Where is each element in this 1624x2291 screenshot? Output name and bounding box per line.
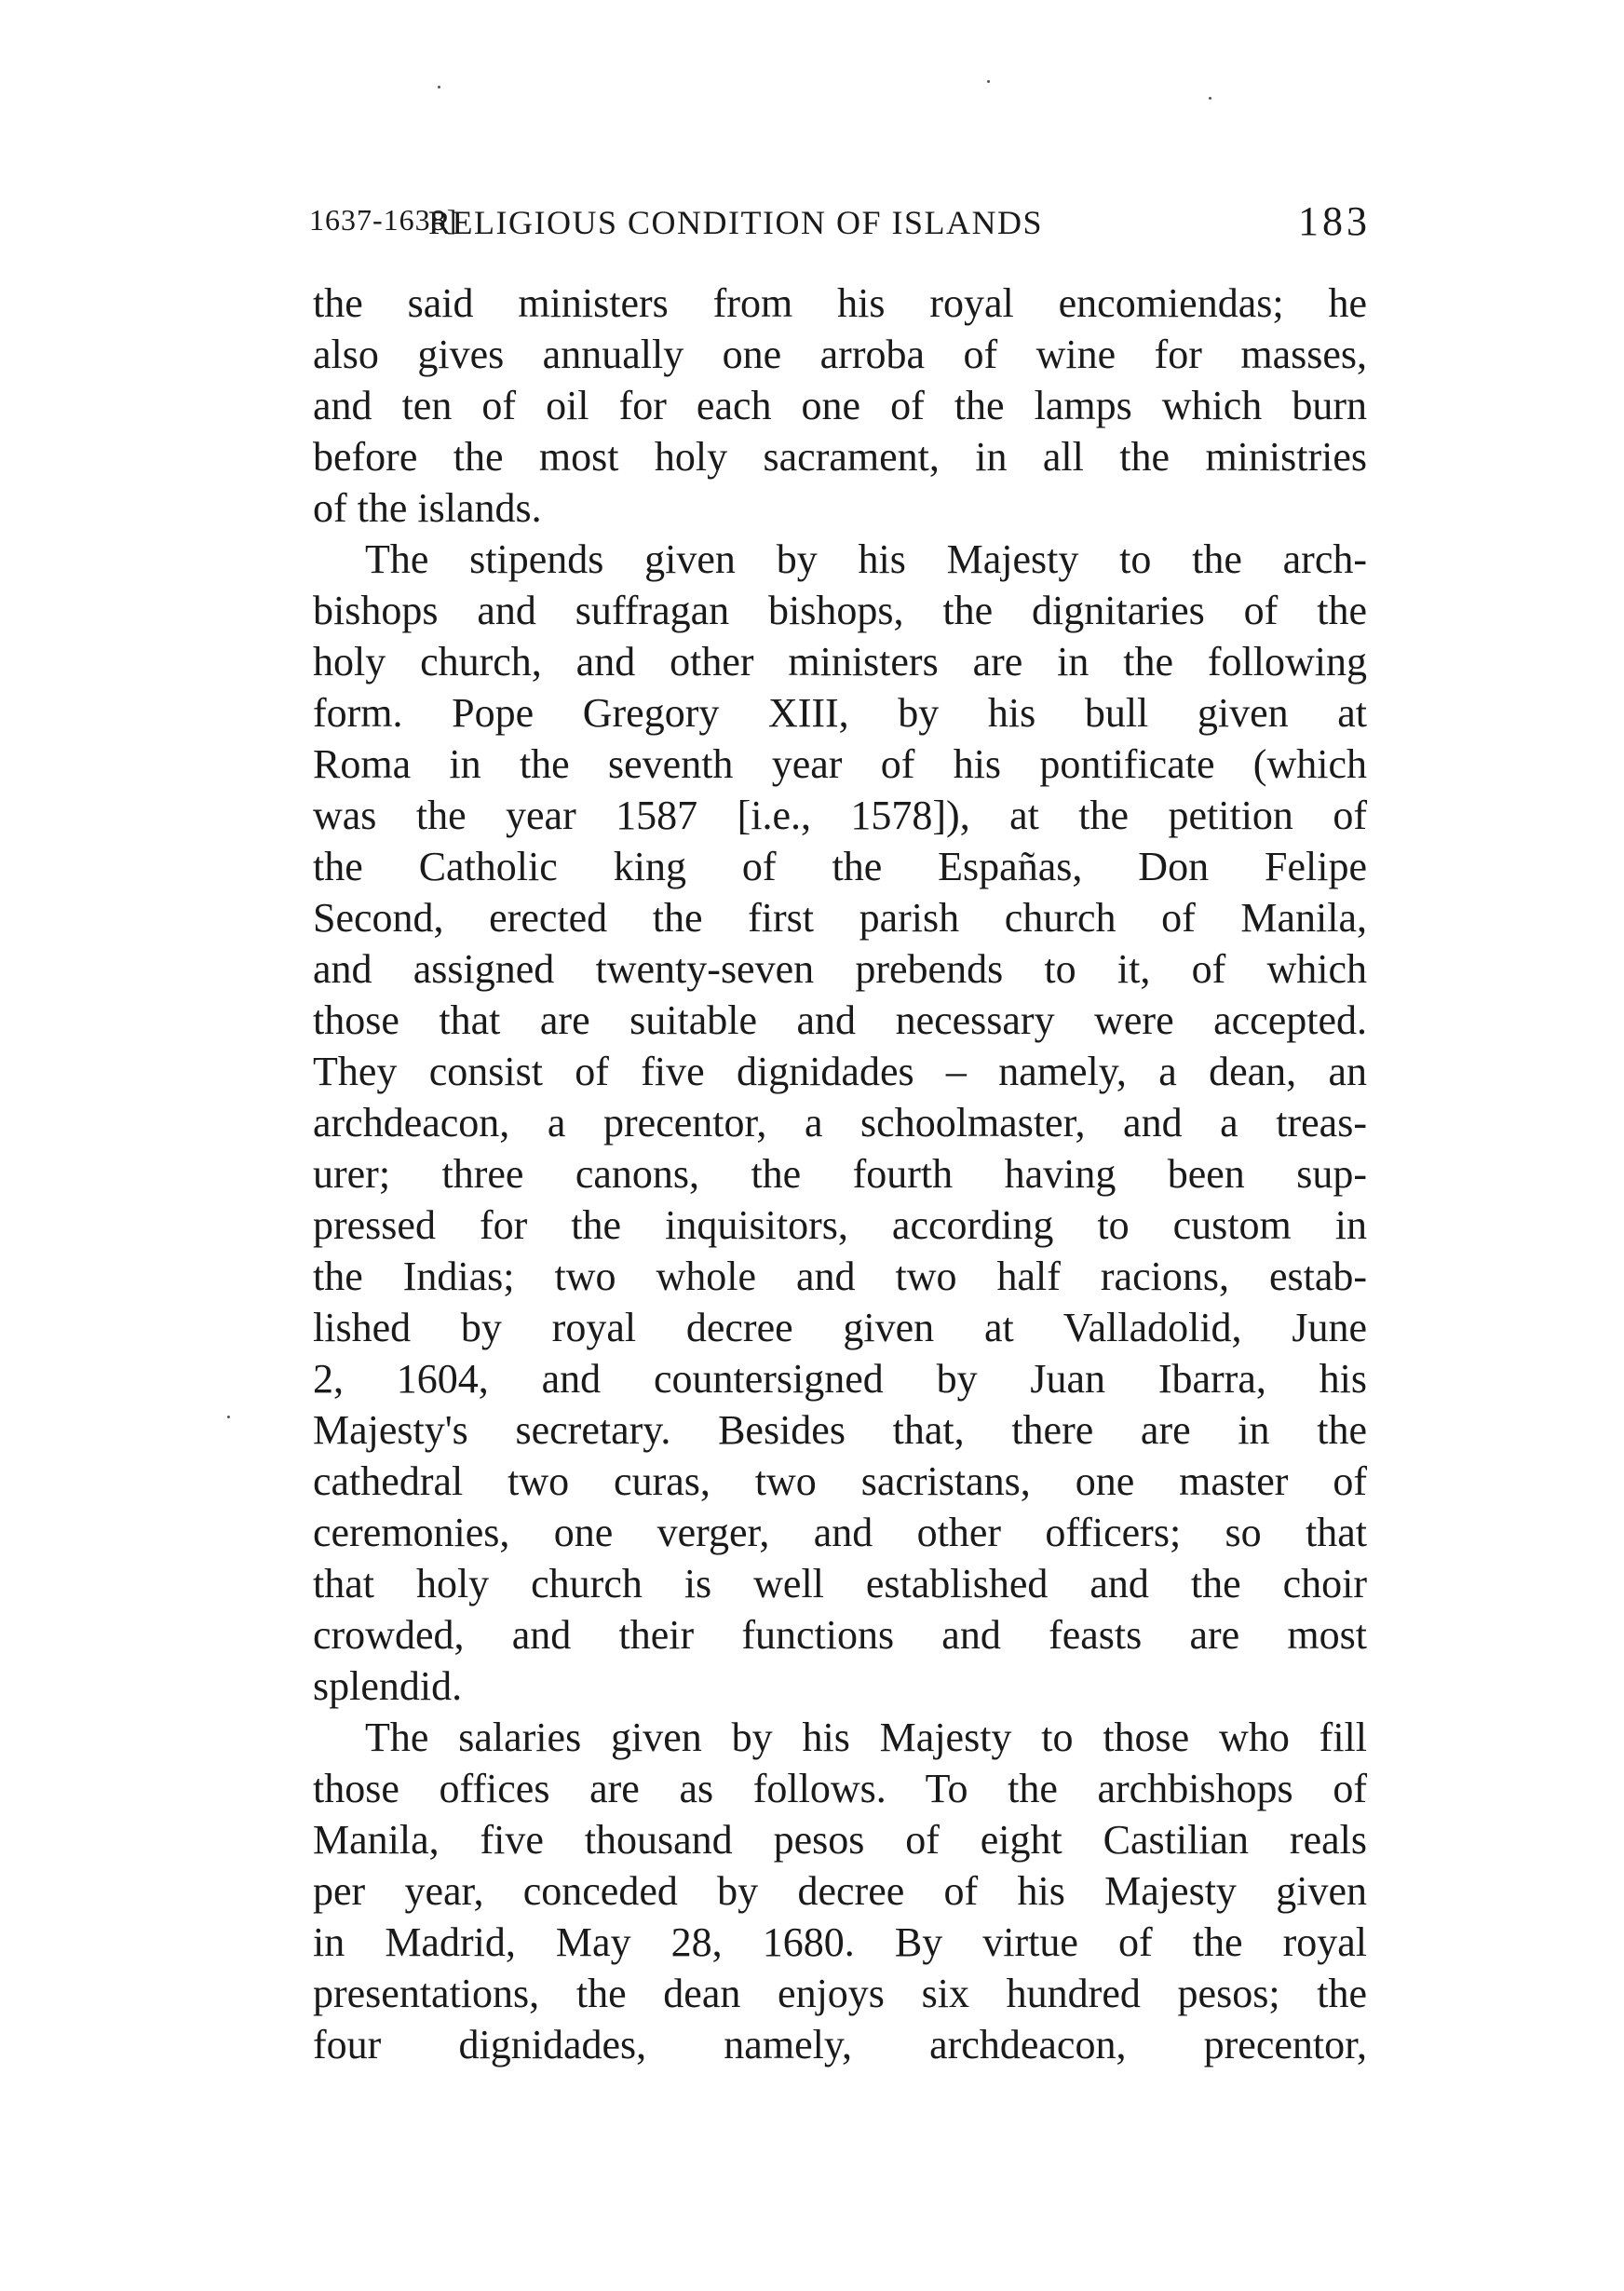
text-line: crowded, and their functions and feasts are most [313,1612,1367,1658]
paragraph [313,1712,1367,2070]
scan-speck [1209,97,1211,100]
paragraph [313,278,1367,534]
text-line: of the islands. [313,485,542,531]
text-line: bishops and suffragan bishops, the dignitaries of the [313,588,1367,633]
text-line: Majesty's secretary. Besides that, there are in the [313,1407,1367,1453]
text-line: The stipends given by his Majesty to the arch- [365,536,1367,582]
text-line: before the most holy sacrament, in all the ministries [313,434,1367,480]
text-line: pressed for the inquisitors, according to custom in [313,1202,1367,1248]
text-line: in Madrid, May 28, 1680. By virtue of the royal [313,1919,1367,1965]
text-line: was the year 1587 [i.e., 1578]), at the petition of [313,793,1367,838]
text-line: and assigned twenty-seven prebends to it, of which [313,946,1367,992]
text-line: those offices are as follows. To the archbishops of [313,1766,1367,1811]
text-line: that holy church is well established and the choir [313,1561,1367,1606]
scan-speck [438,86,440,88]
body-text [313,278,1367,2070]
text-line: Manila, five thousand pesos of eight Castilian reals [313,1817,1367,1863]
text-line: They consist of five dignidades – namely, a dean, an [313,1049,1367,1094]
text-line: the Indias; two whole and two half racions, estab- [313,1254,1367,1299]
text-line: Second, erected the first parish church of Manila, [313,895,1367,941]
header-title: RELIGIOUS CONDITION OF ISLANDS [428,204,1043,241]
text-line: Roma in the seventh year of his pontificate (which [313,741,1367,787]
text-line: four dignidades, namely, archdeacon, precentor, [313,2022,1367,2067]
text-line: splendid. [313,1663,463,1709]
text-line: the said ministers from his royal encomiendas; he [313,280,1367,326]
text-line: those that are suitable and necessary were accepted. [313,997,1367,1043]
text-line: per year, conceded by decree of his Majesty given [313,1868,1367,1914]
text-line: lished by royal decree given at Valladolid, June [313,1305,1367,1350]
page-number: 183 [1298,198,1371,244]
text-line: cathedral two curas, two sacristans, one master of [313,1458,1367,1504]
text-line: ceremonies, one verger, and other officers; so that [313,1510,1367,1555]
text-line: also gives annually one arroba of wine for masses, [313,332,1367,377]
text-line: The salaries given by his Majesty to those who fill [365,1715,1367,1760]
text-line: and ten of oil for each one of the lamps which burn [313,383,1367,428]
text-line: presentations, the dean enjoys six hundred pesos; the [313,1971,1367,2016]
text-line: the Catholic king of the Españas, Don Felipe [313,844,1367,889]
text-line: 2, 1604, and countersigned by Juan Ibarra, his [313,1356,1367,1402]
text-line: holy church, and other ministers are in the following [313,639,1367,685]
paragraph [313,534,1367,1712]
scan-speck [227,1416,230,1418]
text-line: archdeacon, a precentor, a schoolmaster, and a treas- [313,1100,1367,1146]
running-header [309,197,1371,253]
header-years: 1637-1638] [309,203,458,237]
text-line: urer; three canons, the fourth having been sup- [313,1151,1367,1197]
text-line: form. Pope Gregory XIII, by his bull given at [313,690,1367,736]
scan-speck [987,80,990,83]
